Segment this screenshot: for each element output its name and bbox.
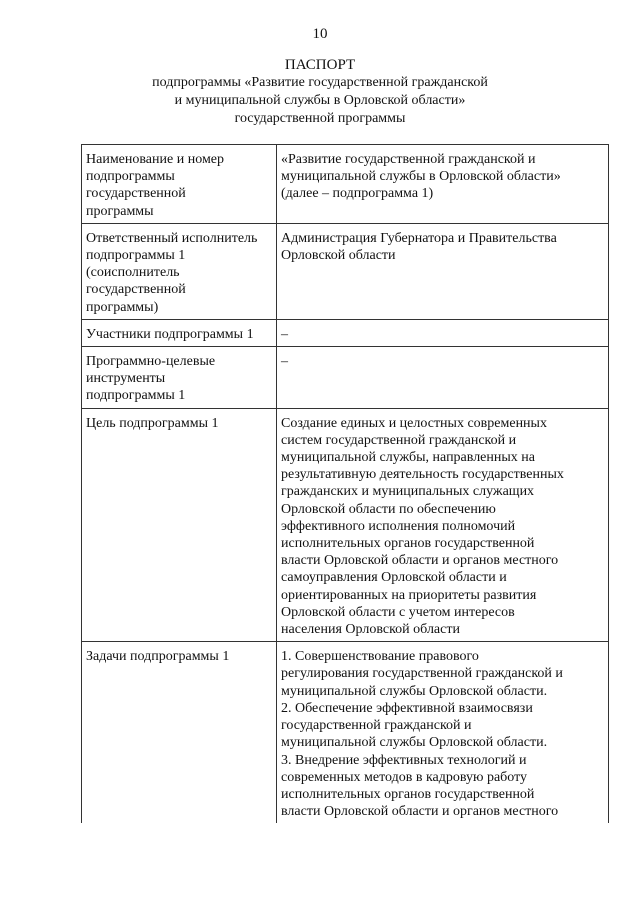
value-line: регулирования государственной гражданской и	[281, 666, 563, 682]
value-line: муниципальной службы, направленных на	[281, 450, 535, 466]
value-line: власти Орловской области и органов местного	[281, 804, 559, 820]
passport-table-body	[82, 145, 609, 824]
row-participants	[82, 319, 609, 346]
label-line: программы	[86, 203, 154, 219]
row-responsible-executor	[82, 223, 609, 319]
value-cell	[277, 223, 609, 319]
value-line: исполнительных органов государственной	[281, 786, 535, 802]
value-line: муниципальной службы Орловской области.	[281, 683, 548, 699]
row-name-and-number	[82, 145, 609, 224]
value-line: результативную деятельность государственных	[281, 467, 564, 483]
label-line: Цель подпрограммы 1	[86, 415, 219, 431]
value-line: муниципальной службы в Орловской области»	[281, 169, 561, 185]
value-line: населения Орловской области	[281, 622, 460, 638]
label-line: Участники подпрограммы 1	[86, 326, 254, 342]
value-line: 1. Совершенствование правового	[281, 649, 479, 665]
row-tasks	[82, 642, 609, 824]
label-line: инструменты	[86, 371, 166, 387]
label-cell	[82, 408, 277, 642]
value-line: Орловской области с учетом интересов	[281, 604, 515, 620]
passport-table	[81, 144, 609, 823]
value-line: власти Орловской области и органов местного	[281, 553, 559, 569]
value-line: –	[281, 354, 288, 370]
value-line: исполнительных органов государственной	[281, 536, 535, 552]
value-line: гражданских и муниципальных служащих	[281, 484, 535, 500]
label-line: программы)	[86, 299, 159, 315]
value-cell	[277, 319, 609, 346]
label-line: подпрограммы	[86, 169, 175, 185]
value-cell	[277, 642, 609, 824]
label-line: Наименование и номер	[86, 152, 225, 167]
value-line: государственной гражданской и	[281, 718, 472, 734]
value-line: Создание единых и целостных современных	[281, 415, 547, 431]
value-cell	[277, 145, 609, 224]
label-line: Задачи подпрограммы 1	[86, 649, 230, 665]
label-cell	[82, 223, 277, 319]
document-title: ПАСПОРТ	[284, 57, 356, 73]
label-line: Программно-целевые	[86, 354, 216, 370]
value-line: систем государственной гражданской и	[281, 432, 517, 448]
label-line: подпрограммы 1	[86, 248, 186, 264]
row-goal	[82, 408, 609, 642]
label-line: (соисполнитель	[86, 265, 180, 281]
label-cell	[82, 347, 277, 409]
page-number: 10	[312, 26, 328, 42]
value-line: муниципальной службы Орловской области.	[281, 735, 548, 751]
label-line: государственной	[86, 282, 186, 298]
label-cell	[82, 642, 277, 824]
row-program-target-instruments	[82, 347, 609, 409]
subtitle-line: подпрограммы «Развитие государственной гражданской	[152, 75, 488, 90]
value-line: 3. Внедрение эффективных технологий и	[281, 752, 527, 768]
label-line: подпрограммы 1	[86, 388, 186, 404]
value-line: 2. Обеспечение эффективной взаимосвязи	[281, 700, 533, 716]
value-cell	[277, 408, 609, 642]
label-line: государственной	[86, 186, 186, 202]
label-cell	[82, 145, 277, 224]
value-line: «Развитие государственной гражданской и	[281, 152, 536, 167]
value-line: Орловской области по обеспечению	[281, 501, 496, 517]
value-line: ориентированных на приоритеты развития	[281, 587, 537, 603]
value-line: эффективного исполнения полномочий	[281, 518, 516, 534]
value-cell	[277, 347, 609, 409]
value-line: Администрация Губернатора и Правительства	[281, 230, 557, 246]
label-cell	[82, 319, 277, 346]
document-heading	[0, 56, 640, 128]
label-line: Ответственный исполнитель	[86, 230, 258, 246]
value-line: современных методов в кадровую работу	[281, 769, 528, 785]
document-subtitle	[0, 74, 640, 128]
subtitle-line: и муниципальной службы в Орловской области»	[174, 93, 466, 108]
subtitle-line: государственной программы	[234, 111, 406, 126]
value-line: (далее – подпрограмма 1)	[281, 186, 434, 202]
value-line: Орловской области	[281, 248, 396, 264]
value-line: самоуправления Орловской области и	[281, 570, 507, 586]
value-line: –	[281, 326, 288, 342]
